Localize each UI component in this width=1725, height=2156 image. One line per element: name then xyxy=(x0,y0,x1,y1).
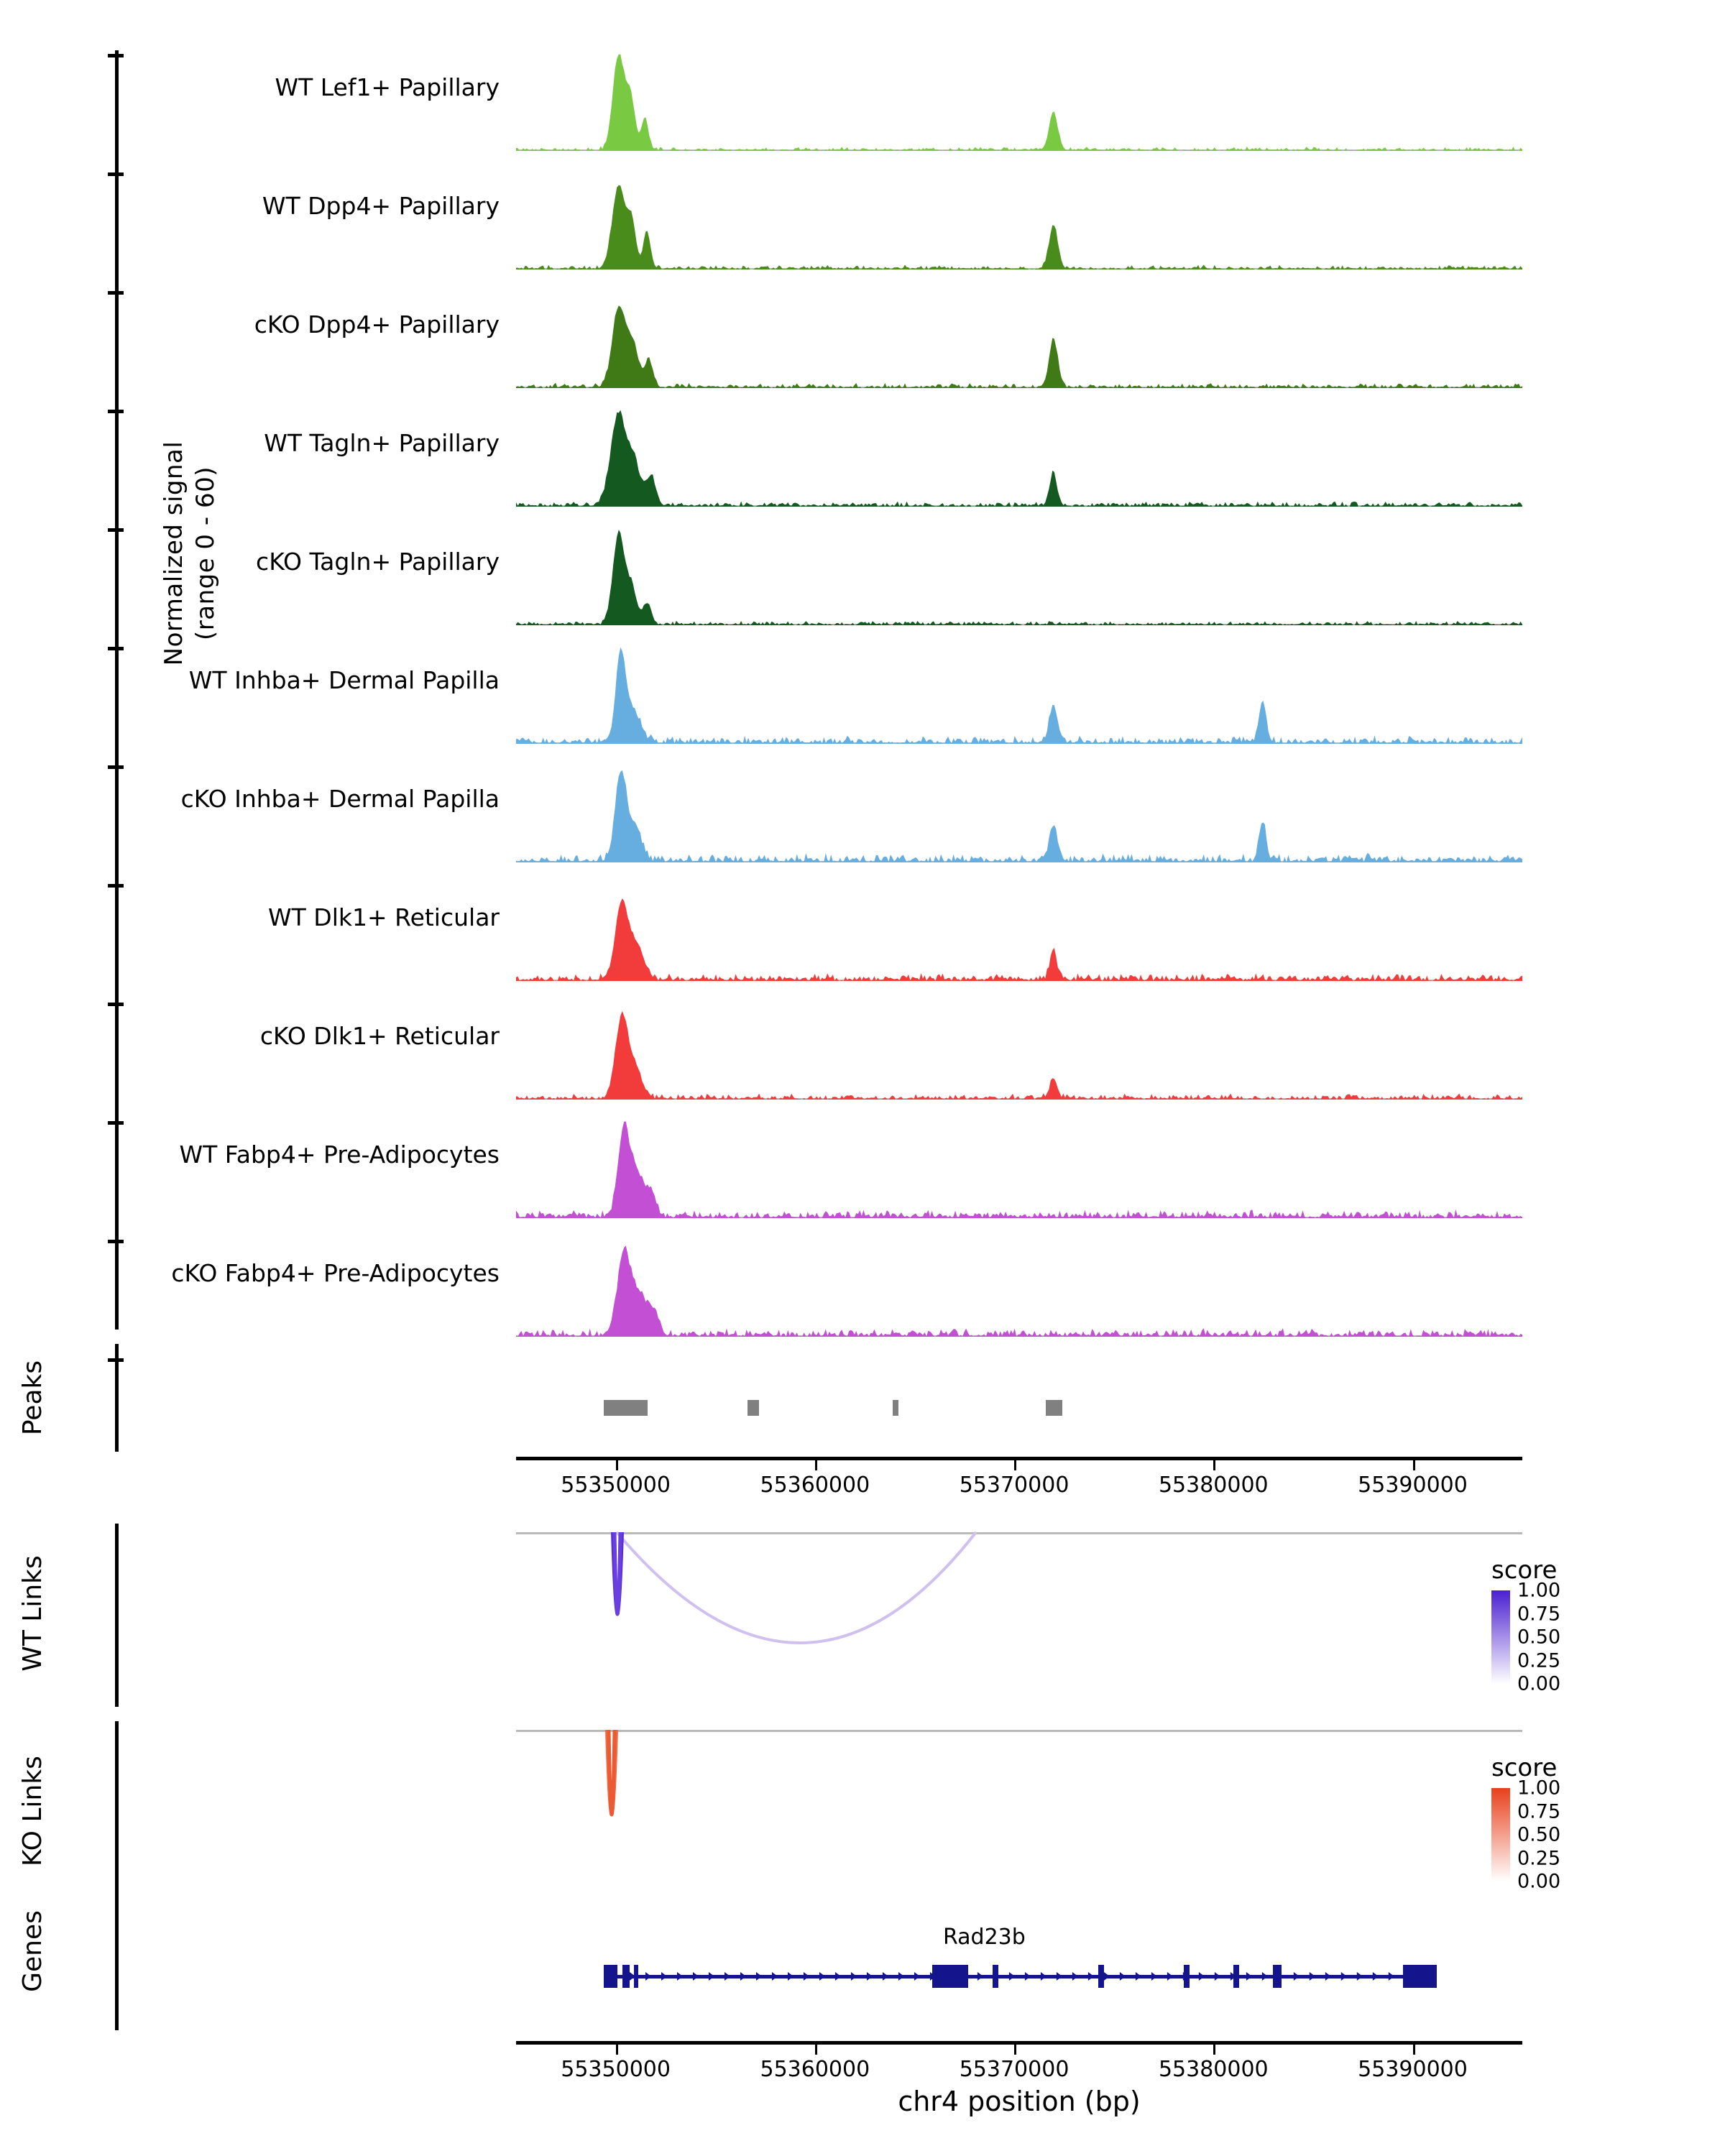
x-axis-tick-label: 55370000 xyxy=(959,2057,1070,2082)
x-axis-tick xyxy=(1014,2045,1016,2055)
track-signal-plot xyxy=(516,880,1522,981)
x-axis-tick xyxy=(815,1460,817,1470)
x-axis-tick-label: 55380000 xyxy=(1158,2057,1269,2082)
legend-tick-label: 1.00 xyxy=(1517,1777,1561,1800)
x-axis-tick xyxy=(1213,2045,1215,2055)
x-axis-tick xyxy=(1014,1460,1016,1470)
peak-region xyxy=(748,1400,760,1416)
x-axis-tick xyxy=(616,2045,618,2055)
x-axis-label: chr4 position (bp) xyxy=(898,2086,1141,2117)
x-axis-tick-label: 55390000 xyxy=(1358,1473,1468,1498)
wt-legend-colorbar xyxy=(1491,1590,1510,1684)
peak-region xyxy=(893,1400,898,1416)
genes-axis-spine xyxy=(115,1876,119,2030)
x-axis-tick-label: 55380000 xyxy=(1158,1473,1269,1498)
track-signal-plot xyxy=(516,1236,1522,1337)
track-signal-plot xyxy=(516,287,1522,388)
x-axis-tick-label: 55350000 xyxy=(561,1473,671,1498)
wt-links-label: WT Links xyxy=(18,1555,47,1672)
track-signal-plot xyxy=(516,525,1522,625)
ko-links-label: KO Links xyxy=(18,1756,47,1866)
wt-links-spine xyxy=(115,1524,119,1707)
x-axis-tick-label: 55360000 xyxy=(760,1473,870,1498)
x-axis-tick xyxy=(1213,1460,1215,1470)
legend-tick-label: 0.50 xyxy=(1517,1626,1561,1649)
ko-legend-colorbar xyxy=(1491,1788,1510,1881)
legend-tick-label: 1.00 xyxy=(1517,1579,1561,1602)
coverage-track xyxy=(0,992,1725,1110)
peaks-axis-spine xyxy=(115,1344,119,1452)
ko-links-legend: score 1.00 0.75 0.50 0.25 0.00 xyxy=(1491,1754,1657,1881)
legend-tick-label: 0.50 xyxy=(1517,1823,1561,1846)
wt-links-arcs xyxy=(516,1516,1522,1710)
position-axis-bottom xyxy=(516,2041,1522,2127)
peak-region xyxy=(1046,1400,1062,1416)
track-label: WT Dpp4+ Papillary xyxy=(262,192,500,220)
x-axis-tick xyxy=(815,2045,817,2055)
coverage-track xyxy=(0,755,1725,873)
track-signal-plot xyxy=(516,169,1522,270)
track-label: cKO Inhba+ Dermal Papilla xyxy=(180,785,500,813)
coverage-track xyxy=(0,1229,1725,1348)
peaks-label: Peaks xyxy=(18,1360,47,1436)
track-label: WT Lef1+ Papillary xyxy=(275,73,500,101)
coverage-tracks-panel xyxy=(0,22,1725,1322)
track-signal-plot xyxy=(516,1118,1522,1218)
track-label: WT Dlk1+ Reticular xyxy=(268,903,500,931)
genes-panel xyxy=(0,1869,1725,2048)
wt-links-legend: score 1.00 0.75 0.50 0.25 0.00 xyxy=(1491,1556,1657,1684)
coverage-track xyxy=(0,1110,1725,1229)
track-label: cKO Tagln+ Papillary xyxy=(256,548,500,576)
legend-tick-label: 0.75 xyxy=(1517,1800,1561,1823)
x-axis-tick-label: 55350000 xyxy=(561,2057,671,2082)
x-axis-tick xyxy=(1413,2045,1415,2055)
legend-tick-label: 0.25 xyxy=(1517,1649,1561,1672)
x-axis-tick xyxy=(616,1460,618,1470)
coverage-track xyxy=(0,162,1725,280)
genes-plot xyxy=(516,1869,1522,2034)
track-signal-plot xyxy=(516,643,1522,744)
coverage-track xyxy=(0,43,1725,162)
peak-region xyxy=(604,1400,648,1416)
legend-tick-label: 0.00 xyxy=(1517,1672,1561,1695)
track-signal-plot xyxy=(516,50,1522,151)
coverage-track xyxy=(0,280,1725,399)
axis-line-top xyxy=(516,1457,1522,1460)
peaks-panel xyxy=(0,1344,1725,1462)
genes-label: Genes xyxy=(18,1910,47,1992)
track-label: cKO Dlk1+ Reticular xyxy=(259,1022,500,1050)
track-label: WT Inhba+ Dermal Papilla xyxy=(188,666,500,694)
position-axis-top xyxy=(516,1457,1522,1507)
track-label: cKO Dpp4+ Papillary xyxy=(254,310,500,338)
x-axis-tick-label: 55390000 xyxy=(1358,2057,1468,2082)
track-signal-plot xyxy=(516,406,1522,507)
peaks-plot xyxy=(516,1344,1522,1452)
x-axis-tick-label: 55370000 xyxy=(959,1473,1070,1498)
x-axis-tick-label: 55360000 xyxy=(760,2057,870,2082)
track-label: WT Fabp4+ Pre-Adipocytes xyxy=(179,1141,500,1169)
track-signal-plot xyxy=(516,999,1522,1100)
gene-name-label: Rad23b xyxy=(942,1925,1026,1950)
track-label: WT Tagln+ Papillary xyxy=(264,429,500,457)
wt-links-plot xyxy=(516,1516,1522,1710)
x-axis-tick xyxy=(1413,1460,1415,1470)
coverage-track xyxy=(0,636,1725,755)
gene-strand-arrows xyxy=(604,1966,1437,1987)
wt-links-panel xyxy=(0,1516,1725,1714)
y-axis-label: Normalized signal (range 0 - 60) xyxy=(160,441,220,666)
coverage-track xyxy=(0,517,1725,636)
coverage-track xyxy=(0,399,1725,517)
axis-line-bottom xyxy=(516,2041,1522,2045)
legend-tick-label: 0.00 xyxy=(1517,1870,1561,1893)
legend-tick-label: 0.75 xyxy=(1517,1603,1561,1625)
coverage-track xyxy=(0,873,1725,992)
track-label: cKO Fabp4+ Pre-Adipocytes xyxy=(171,1259,500,1287)
legend-tick-label: 0.25 xyxy=(1517,1847,1561,1869)
track-signal-plot xyxy=(516,762,1522,862)
